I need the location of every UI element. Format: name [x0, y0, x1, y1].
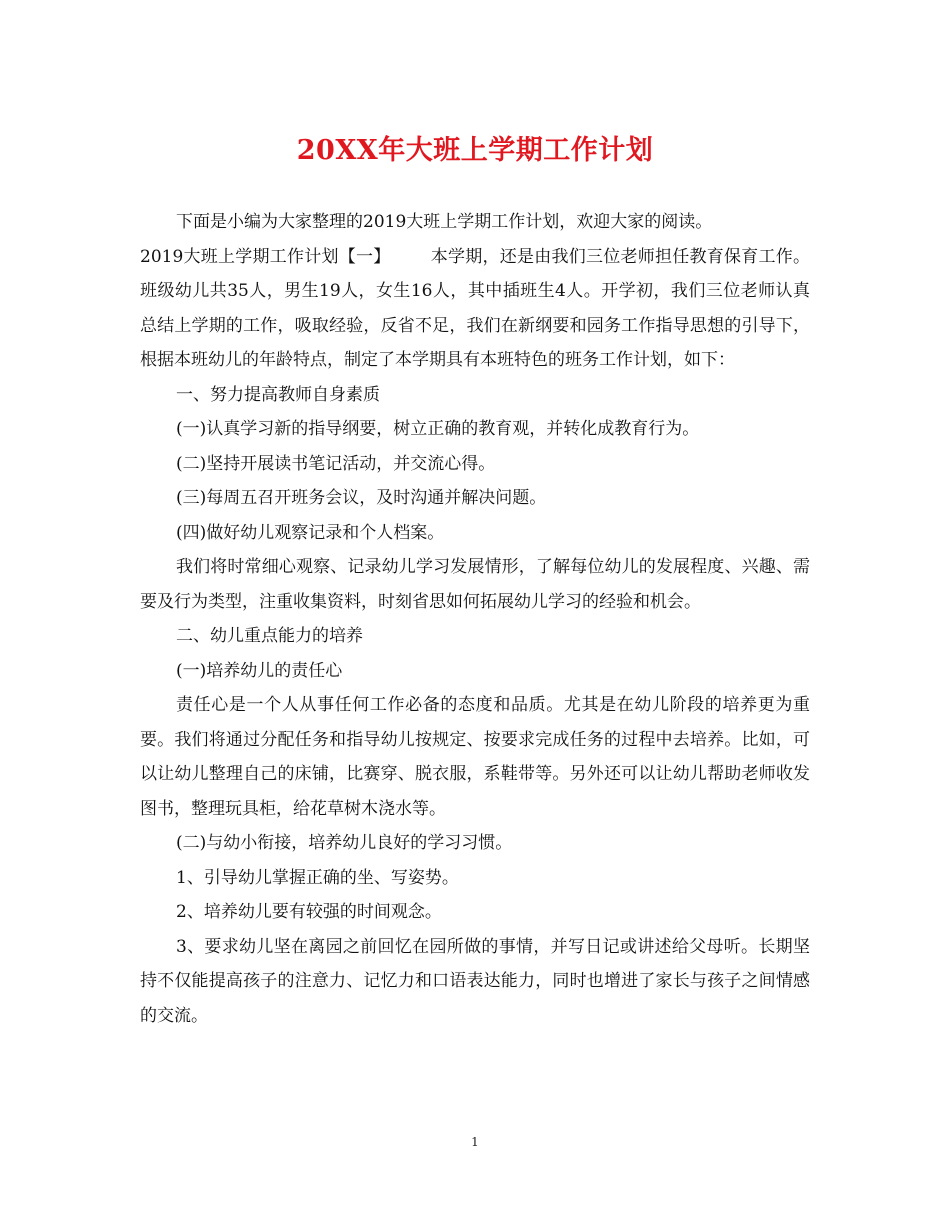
- list-item: (一)认真学习新的指导纲要，树立正确的教育观，并转化成教育行为。: [176, 419, 700, 439]
- document-body: [140, 205, 810, 1033]
- observation-paragraph: 我们将时常细心观察、记录幼儿学习发展情形，了解每位幼儿的发展程度、兴趣、需要及行为类型，注重收集资料，时刻省思如何拓展幼儿学习的经验和机会。: [140, 557, 810, 612]
- list-item: (四)做好幼儿观察记录和个人档案。: [176, 522, 445, 543]
- list-item: (二)坚持开展读书笔记活动，并交流心得。: [176, 453, 496, 474]
- document-title: 20XX年大班上学期工作计划: [296, 135, 654, 166]
- section-heading: 2019大班上学期工作计划【一】: [140, 246, 391, 267]
- section-one-paragraph: [140, 240, 810, 378]
- heading-key-abilities: 二、幼儿重点能力的培养: [176, 626, 363, 646]
- subheading-responsibility: (一)培养幼儿的责任心: [176, 660, 343, 681]
- list-item: (三)每周五召开班务会议，及时沟通并解决问题。: [176, 488, 547, 508]
- list-item: 3、要求幼儿坚在离园之前回忆在园所做的事情，并写日记或讲述给父母听。长期坚持不仅能提高孩子的注意力、记忆力和口语表达能力，同时也增进了家长与孩子之间情感的交流。: [140, 936, 810, 1026]
- heading-improve-teachers: 一、努力提高教师自身素质: [176, 384, 380, 405]
- subheading-study-habits: (二)与幼小衔接，培养幼儿良好的学习习惯。: [176, 833, 513, 853]
- page-number: 1: [471, 1135, 479, 1149]
- list-item: 2、培养幼儿要有较强的时间观念。: [176, 902, 442, 922]
- section-body: 本学期，还是由我们三位老师担任教育保育工作。班级幼儿共35人，男生19人，女生16人，其中插班生4人。开学初，我们三位老师认真总结上学期的工作，吸取经验，反省不足，我们在新纲要和园务工作指导思想的引导下，根据本班幼儿的年龄特点，制定了本学期具有本班特色的班务工作计划，如下：: [140, 246, 811, 370]
- intro-paragraph: 下面是小编为大家整理的2019大班上学期工作计划，欢迎大家的阅读。: [176, 212, 713, 232]
- responsibility-paragraph: 责任心是一个人从事任何工作必备的态度和品质。尤其是在幼儿阶段的培养更为重要。我们将通过分配任务和指导幼儿按规定、按要求完成任务的过程中去培养。比如，可以让幼儿整理自己的床铺，比赛穿、脱衣服，系鞋带等。另外还可以让幼儿帮助老师收发图书，整理玩具柜，给花草树木浇水等。: [140, 695, 810, 819]
- list-item: 1、引导幼儿掌握正确的坐、写姿势。: [176, 867, 459, 888]
